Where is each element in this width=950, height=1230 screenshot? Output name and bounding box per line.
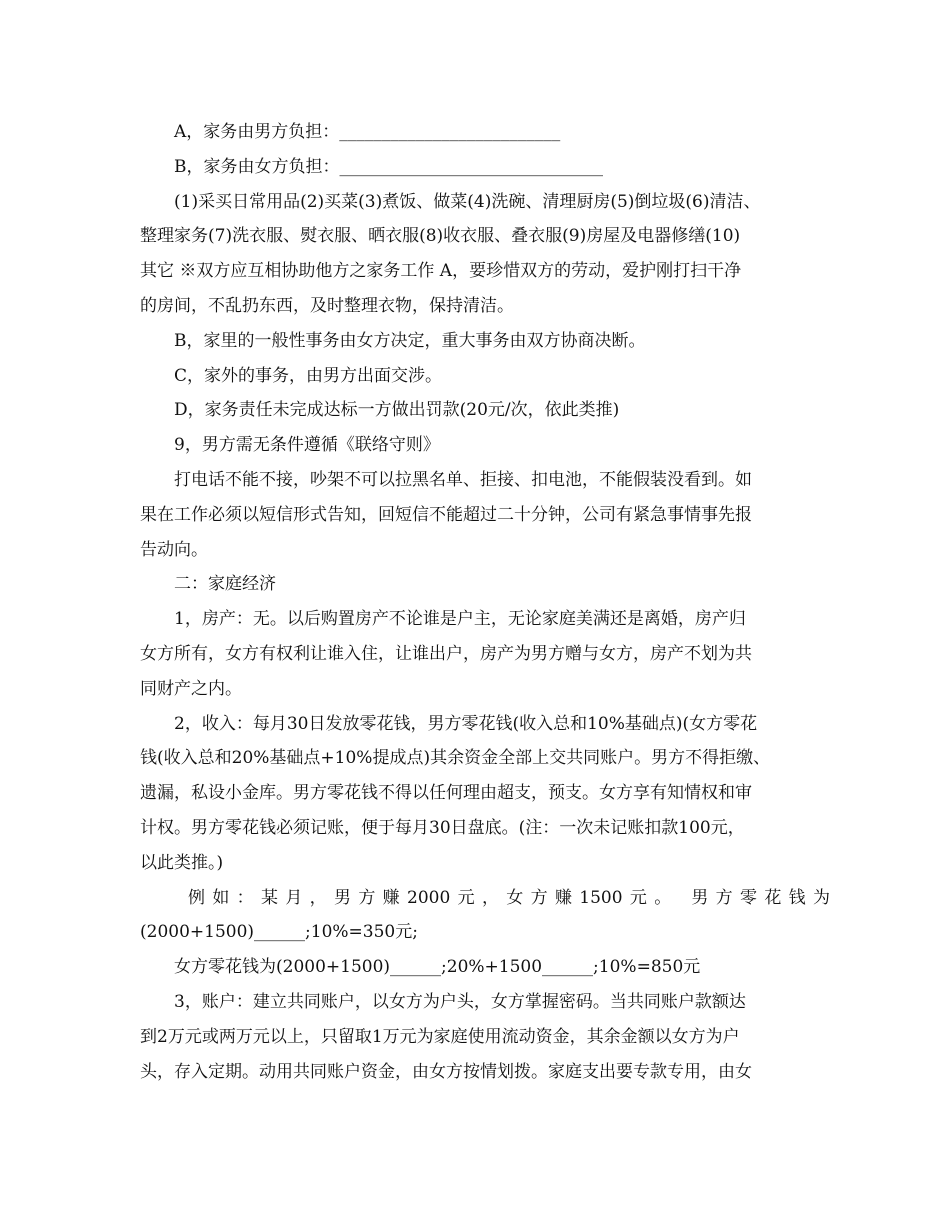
text-line-property-1: 1，房产：无。以后购置房产不论谁是户主，无论家庭美满还是离婚，房产归	[174, 609, 746, 630]
section-heading-family-economy: 二：家庭经济	[174, 574, 276, 595]
text-line-property-3: 同财产之内。	[140, 678, 242, 699]
text-line-affairs-c: C，家外的事务，由男方出面交涉。	[174, 365, 443, 386]
text-line-example-1: 例如：某月，男方赚2000元，女方赚1500元。 男方零花钱为	[188, 887, 830, 908]
text-line-household-b: B，家务由女方负担：_______________________________	[174, 156, 603, 177]
text-line-phone-rule-1: 打电话不能不接，吵架不可以拉黑名单、拒接、扣电池，不能假装没看到。如	[174, 469, 752, 490]
text-line-household-a: A，家务由男方负担：__________________________	[174, 122, 561, 142]
text-line-affairs-b: B，家里的一般性事务由女方决定，重大事务由双方协商决断。	[174, 330, 646, 351]
text-line-income-5: 以此类推。)	[140, 852, 224, 873]
text-line-chore-list-1: (1)采买日常用品(2)买菜(3)煮饭、做菜(4)洗碗、清理厨房(5)倒垃圾(6)清洁、	[174, 191, 761, 212]
document-body	[140, 115, 830, 1089]
text-line-phone-rule-3: 告动向。	[140, 539, 208, 560]
text-line-income-4: 计权。男方零花钱必须记账，便于每月30日盘底。(注：一次未记账扣款100元，	[140, 817, 745, 838]
text-line-chore-list-3: 其它 ※双方应互相协助他方之家务工作 A，要珍惜双方的劳动，爱护刚打扫干净	[140, 261, 742, 282]
text-line-example-2: (2000+1500)______;10%=350元;	[140, 922, 418, 943]
text-line-example-3: 女方零花钱为(2000+1500)______;20%+1500______;10%=850元	[174, 957, 701, 978]
text-line-income-2: 钱(收入总和20%基础点+10%提成点)其余资金全部上交共同账户。男方不得拒缴、	[140, 748, 771, 769]
text-line-account-1: 3，账户：建立共同账户，以女方为户头，女方掌握密码。当共同账户款额达	[174, 991, 746, 1012]
text-line-phone-rule-2: 果在工作必须以短信形式告知，回短信不能超过二十分钟，公司有紧急事情事先报	[140, 504, 752, 525]
text-line-income-3: 遗漏，私设小金库。男方零花钱不得以任何理由超支，预支。女方享有知情权和审	[140, 783, 752, 804]
text-line-chore-list-4: 的房间，不乱扔东西，及时整理衣物，保持清洁。	[140, 295, 514, 316]
text-line-property-2: 女方所有，女方有权利让谁入住，让谁出户，房产为男方赠与女方，房产不划为共	[140, 643, 752, 664]
text-line-rule-9: 9，男方需无条件遵循《联络守则》	[174, 435, 440, 456]
text-line-income-1: 2，收入：每月30日发放零花钱，男方零花钱(收入总和10%基础点)(女方零花	[174, 713, 758, 734]
text-line-account-2: 到2万元或两万元以上，只留取1万元为家庭使用流动资金，其余金额以女方为户	[140, 1026, 740, 1047]
text-line-affairs-d: D，家务责任未完成达标一方做出罚款(20元/次，依此类推)	[174, 400, 620, 421]
text-line-account-3: 头，存入定期。动用共同账户资金，由女方按情划拨。家庭支出要专款专用，由女	[140, 1061, 752, 1082]
text-line-chore-list-2: 整理家务(7)洗衣服、熨衣服、晒衣服(8)收衣服、叠衣服(9)房屋及电器修缮(10)	[140, 226, 741, 247]
